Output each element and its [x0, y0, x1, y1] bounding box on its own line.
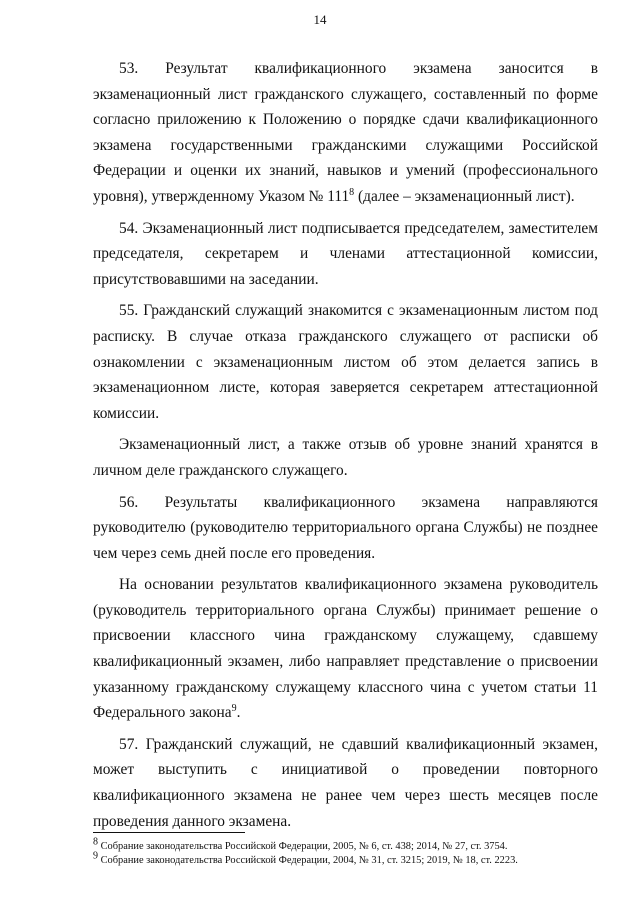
paragraph-56: [93, 490, 598, 567]
paragraph-53: [93, 56, 598, 210]
footnote-text: Собрание законодательства Российской Федерации, 2004, № 31, ст. 3215; 2019, № 18, ст. 2223.: [98, 855, 518, 866]
paragraph-text: 54. Экзаменационный лист подписывается председателем, заместителем председателя, секретарем и членами аттестационной комиссии, присутствовавшими на заседании.: [93, 219, 598, 288]
footnote-9: [93, 850, 598, 868]
footnote-ref-8: 8: [349, 186, 355, 198]
footnote-text: Собрание законодательства Российской Федерации, 2005, № 6, ст. 438; 2014, № 27, ст. 3754.: [98, 841, 508, 852]
paragraph-55: [93, 298, 598, 426]
paragraph-text: На основании результатов квалификационного экзамена руководитель (руководитель территориального органа Службы) принимает решение о присвоении классного чина гражданскому служащему, сдавшему квалификационный экзамен, либо направляет представление о присвоении указанному гражданскому служащему классного чина с учетом статьи 11 Федерального закона: [93, 576, 598, 722]
paragraph-text: 53. Результат квалификационного экзамена заносится в экзаменационный лист гражданского служащего, составленный по форме согласно приложению к Положению о порядке сдачи квалификационного экзамена государственными гражданскими служащими Российской Федерации и оценки их знаний, навыков и умений (профессионального уровня), утвержденному Указом № 111: [93, 60, 598, 205]
paragraph-text: 56. Результаты квалификационного экзамена направляются руководителю (руководителю территориального органа Службы) не позднее чем через семь дней после его проведения.: [93, 493, 598, 562]
footnote-mark: 8: [93, 836, 98, 848]
paragraph-text: Экзаменационный лист, а также отзыв об уровне знаний хранятся в личном деле гражданского служащего.: [93, 436, 598, 479]
footnote-mark: 9: [93, 850, 98, 862]
paragraph-54: [93, 216, 598, 293]
page-number: 14: [313, 12, 327, 27]
paragraph-text: 55. Гражданский служащий знакомится с экзаменационным листом под расписку. В случае отказа гражданского служащего от расписки об ознакомлении с экзаменационным листом об этом делается запись в экзаменационном листе, которая заверяется секретарем аттестационной комиссии.: [93, 302, 598, 422]
footnote-8: [93, 836, 598, 854]
footnote-ref-9: 9: [231, 703, 237, 715]
paragraph-text-tail: .: [236, 704, 241, 722]
footnotes: [93, 836, 598, 868]
paragraph-56-continued: [93, 572, 598, 726]
paragraph-55-continued: [93, 432, 598, 483]
paragraph-text: 57. Гражданский служащий, не сдавший квалификационный экзамен, может выступить с инициативой о проведении повторного квалификационного экзамена не ранее чем через шесть месяцев после проведения данного экзамена.: [93, 735, 598, 830]
footnote-separator: [93, 832, 245, 833]
paragraph-text-tail: (далее – экзаменационный лист).: [354, 187, 575, 205]
document-body: [93, 56, 598, 840]
paragraph-57: [93, 732, 598, 834]
